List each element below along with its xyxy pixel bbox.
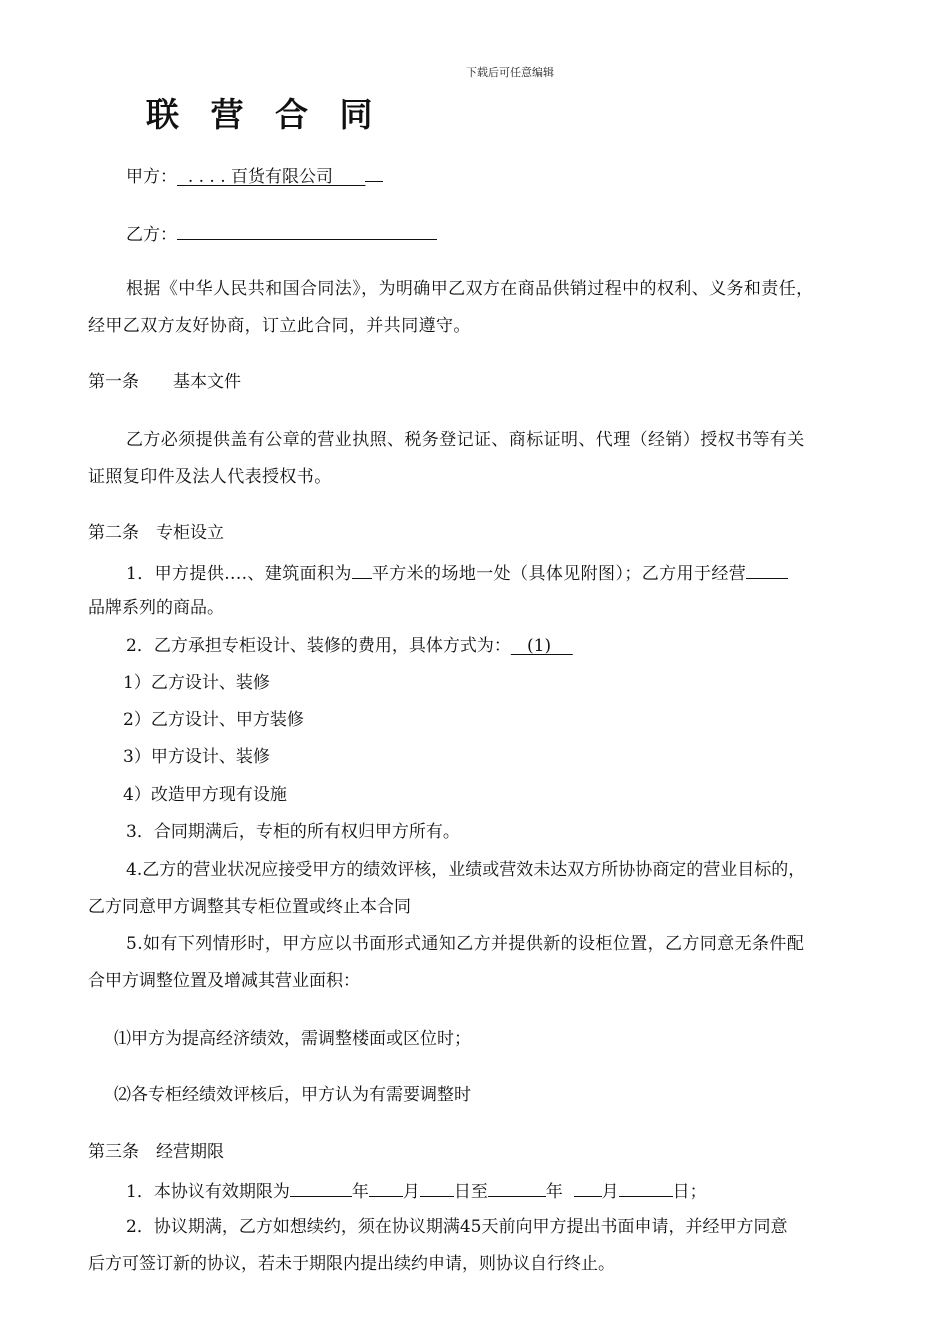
end-day-blank [619,1180,673,1197]
start-month-blank [369,1180,403,1197]
party-a-blank [365,165,383,182]
party-a-line [126,165,383,187]
article-1-line-2: 证照复印件及法人代表授权书。 [88,467,332,487]
article-3-heading: 第三条 经营期限 [88,1142,224,1162]
party-b-label: 乙方： [126,225,177,245]
item-2-text: 2．乙方承担专柜设计、装修的费用，具体方式为： [126,636,511,656]
article-1-number: 第一条 [88,372,139,392]
article-2-item-2 [126,636,573,656]
option-2: 2）乙方设计、甲方装修 [123,710,304,730]
party-b-blank [177,223,437,240]
party-b-line [126,223,437,245]
year-label-1: 年 [351,1182,369,1202]
end-month-blank [574,1180,602,1197]
document-title: 联 营 合 同 [146,95,383,134]
item-1-text-a: 1．甲方提供....、建筑面积为 [126,564,352,584]
start-day-blank [420,1180,454,1197]
end-year-blank [488,1180,546,1197]
article-2-item-5-line-1: 5.如有下列情形时，甲方应以书面形式通知乙方并提供新的设柜位置，乙方同意无条件配 [126,934,805,954]
option-3: 3）甲方设计、装修 [123,747,270,767]
area-blank [352,562,372,579]
month-label-1: 月 [402,1182,420,1202]
article-2-item-4-line-1: 4.乙方的营业状况应接受甲方的绩效评核，业绩或营效未达双方所协协商定的营业目标的， [126,860,806,880]
article-3-item-2-line-2: 后方可签订新的协议，若未于期限内提出续约申请，则协议自行终止。 [88,1254,615,1274]
item-1-text-b: 平方米的场地一处（具体见附图）；乙方用于经营 [371,564,747,584]
year-label-2: 年 [545,1182,563,1202]
option-1: 1）乙方设计、装修 [123,673,270,693]
article-1-title: 基本文件 [173,372,241,392]
article-2-item-1-line-2: 品牌系列的商品。 [88,598,224,618]
article-1-line-1: 乙方必须提供盖有公章的营业执照、税务登记证、商标证明、代理（经销）授权书等有关 [126,430,805,450]
article-2-heading: 第二条 专柜设立 [88,523,224,543]
day-to-label: 日至 [453,1182,488,1202]
article-3-item-1 [126,1180,707,1202]
intro-line-1: 根据《中华人民共和国合同法》，为明确甲乙双方在商品供销过程中的权利、义务和责任， [126,279,814,299]
article-2-item-5-line-2: 合甲方调整位置及增减其营业面积： [88,971,360,991]
start-year-blank [290,1180,352,1197]
header-note: 下载后可任意编辑 [466,66,554,79]
option-4: 4）改造甲方现有设施 [123,785,287,805]
article-2-item-4-line-2: 乙方同意甲方调整其专柜位置或终止本合同 [88,897,411,917]
article-1-heading [88,372,241,392]
month-label-2: 月 [601,1182,619,1202]
item-2-method-value: (1) [527,636,552,656]
article-3-item-2-line-1: 2．协议期满，乙方如想续约，须在协议期满45天前向甲方提出书面申请，并经甲方同意 [126,1217,788,1237]
case-1: ⑴甲方为提高经济绩效，需调整楼面或区位时； [114,1029,471,1049]
article-2-item-3: 3．合同期满后，专柜的所有权归甲方所有。 [126,822,460,842]
case-2: ⑵各专柜经绩效评核后，甲方认为有需要调整时 [114,1085,471,1105]
article-2-item-1 [126,562,788,584]
term-text: 1．本协议有效期限为 [126,1182,290,1202]
party-a-label: 甲方： [126,167,177,187]
intro-line-2: 经甲乙双方友好协商，订立此合同，并共同遵守。 [88,316,471,336]
party-a-value: . . . . 百货有限公司 [187,167,334,187]
day-label-2: 日； [672,1182,707,1202]
brand-blank [746,562,788,579]
